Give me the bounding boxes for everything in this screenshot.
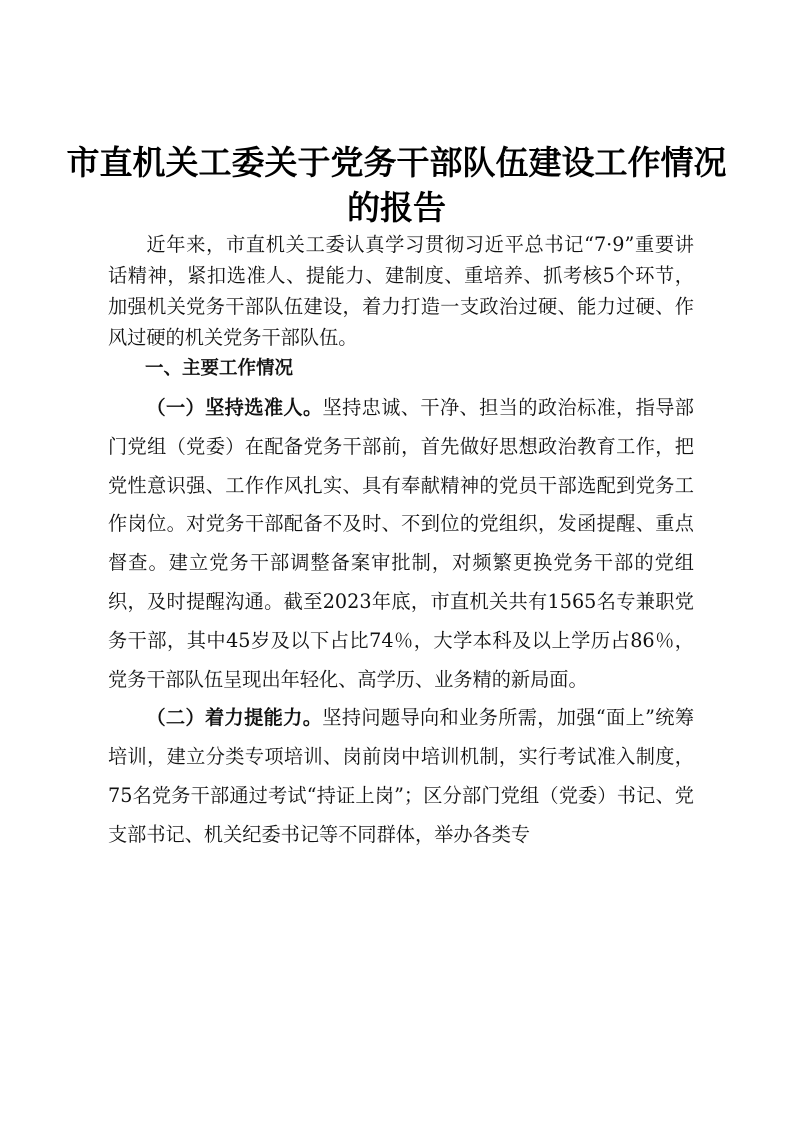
paragraph-item-1 (108, 389, 694, 699)
document-body (108, 229, 694, 855)
item-1-lead: （一）坚持选准人。 (146, 396, 323, 419)
item-2-text: 坚持问题导向和业务所需，加强“面上”统筹培训，建立分类专项培训、岗前岗中培训机制，实行考试准入制度，75名党务干部通过考试“持证上岗”；区分部门党组（党委）书记、党支部书记、机关纪委书记等不同群体，举办各类专 (108, 706, 695, 846)
item-2-lead: （二）着力提能力。 (146, 706, 323, 730)
document-title-line-1: 市直机关工委关于党务干部队伍建设工作情况 (66, 143, 727, 182)
section-heading-1: 一、主要工作情况 (145, 358, 294, 379)
paragraph-item-2 (108, 699, 694, 854)
document-title-line-2: 的报告 (347, 188, 446, 227)
item-1-text: 坚持忠诚、干净、担当的政治标准，指导部门党组（党委）在配备党务干部前，首先做好思想政治教育工作，把党性意识强、工作作风扎实、具有奉献精神的党员干部选配到党务工作岗位。对党务干部配备不及时、不到位的党组织，发函提醒、重点督查。建立党务干部调整备案审批制，对频繁更换党务干部的党组织，及时提醒沟通。截至2023年底，市直机关共有1565名专兼职党务干部，其中45岁及以下占比74％，大学本科及以上学历占86％，党务干部队伍呈现出年轻化、高学历、业务精的新局面。 (108, 396, 694, 691)
intro-paragraph: 近年来，市直机关工委认真学习贯彻习近平总书记“7·9”重要讲话精神，紧扣选准人、提能力、建制度、重培养、抓考核5个环节，加强机关党务干部队伍建设，着力打造一支政治过硬、能力过硬、作风过硬的机关党务干部队伍。 (108, 233, 694, 349)
